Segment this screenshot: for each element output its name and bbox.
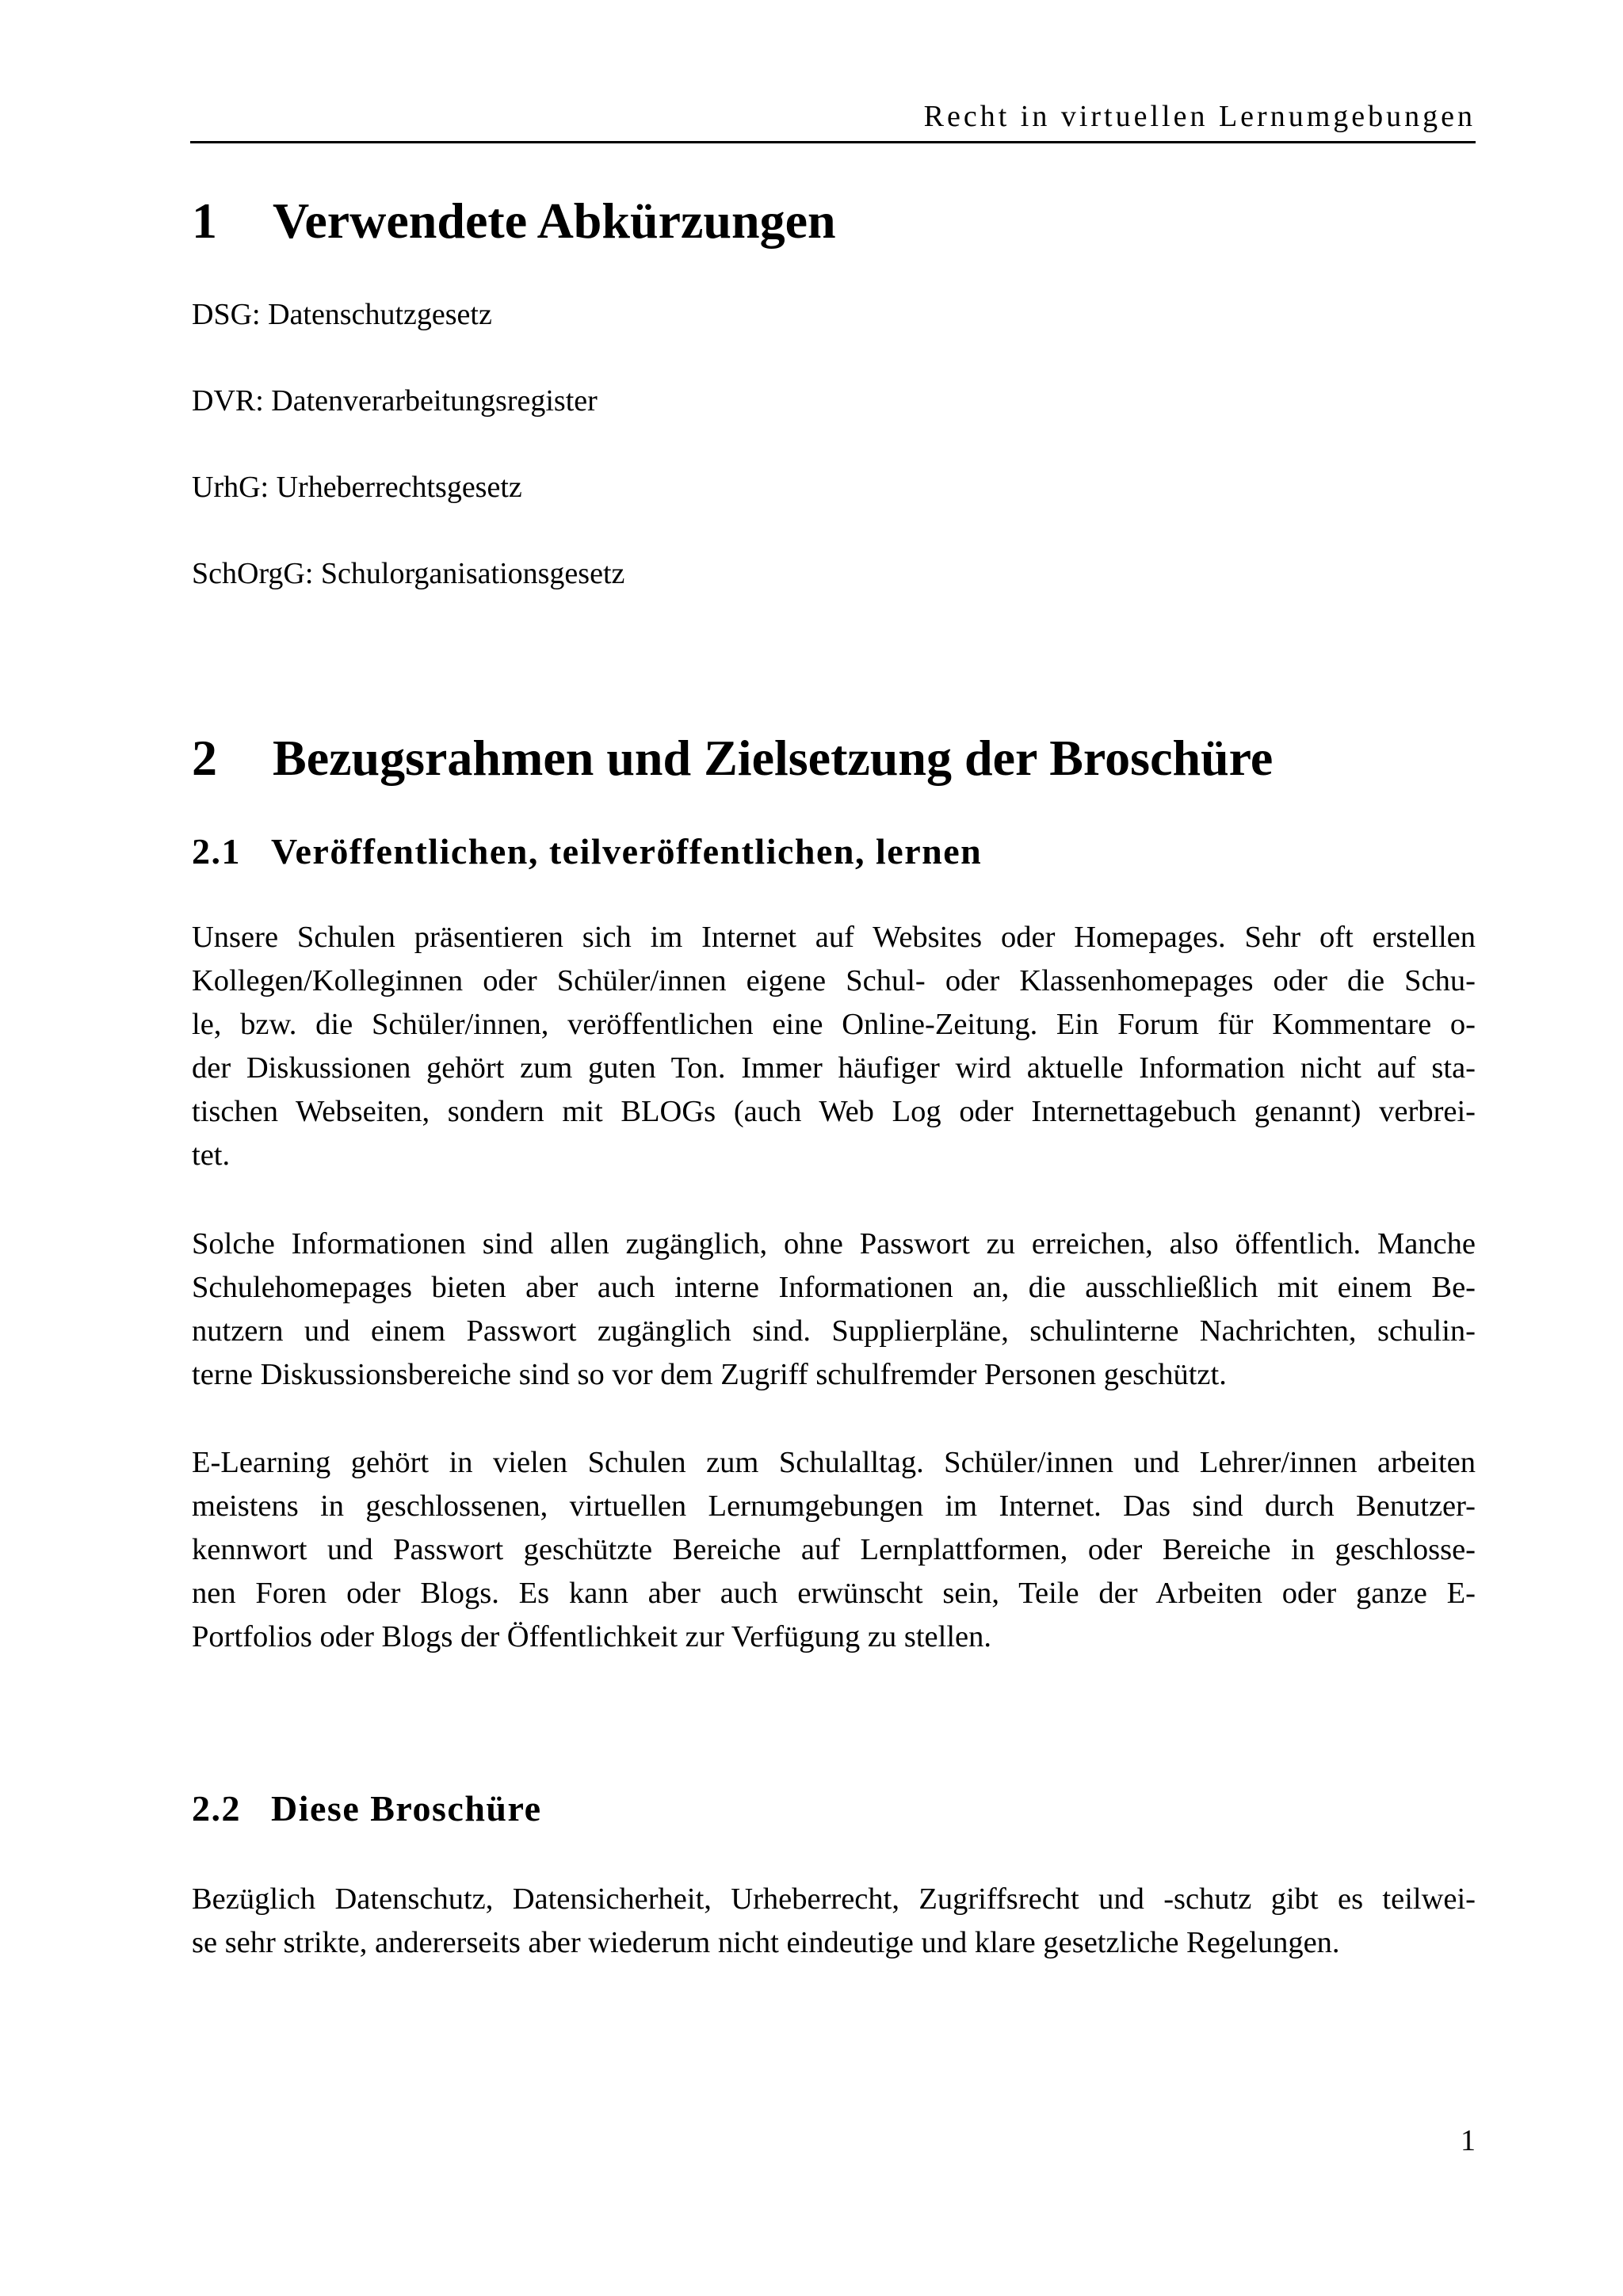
section-number: 2 [192, 730, 217, 786]
section-number: 1 [192, 193, 217, 249]
abbreviation-item: DSG: Datenschutzgesetz [192, 298, 492, 331]
paragraph-line: nen Foren oder Blogs. Es kann aber auch erwünscht sein, Teile der Arbeiten oder ganze E- [192, 1577, 1476, 1610]
section-title: Bezugsrahmen und Zielsetzung der Broschüre [273, 730, 1274, 786]
abbreviation-item: SchOrgG: Schulorganisationsgesetz [192, 557, 625, 590]
abbreviation-item: UrhG: Urheberrechtsgesetz [192, 471, 522, 504]
running-header: Recht in virtuellen Lernumgebungen [923, 100, 1476, 133]
subsection-title: Veröffentlichen, teilveröffentlichen, lernen [271, 831, 983, 871]
paragraph-line: nutzern und einem Passwort zugänglich sind. Supplierpläne, schulinterne Nachrichten, schulin- [192, 1314, 1476, 1348]
page-number: 1 [1461, 2124, 1476, 2157]
paragraph-line: kennwort und Passwort geschützte Bereiche auf Lernplattformen, oder Bereiche in geschlosse- [192, 1533, 1476, 1566]
paragraph-line: meistens in geschlossenen, virtuellen Lernumgebungen im Internet. Das sind durch Benutzer- [192, 1489, 1476, 1523]
paragraph [192, 1878, 1476, 1965]
paragraph-line: tischen Webseiten, sondern mit BLOGs (auch Web Log oder Internettagebuch genannt) verbrei- [192, 1095, 1476, 1128]
paragraph [192, 1222, 1476, 1397]
section-2-heading [192, 730, 1476, 786]
subsection-number: 2.2 [192, 1788, 241, 1829]
paragraph [192, 916, 1476, 1177]
subsection-title: Diese Broschüre [271, 1788, 542, 1829]
paragraph-line: Kollegen/Kolleginnen oder Schüler/innen eigene Schul- oder Klassenhomepages oder die Schu- [192, 964, 1476, 997]
paragraph-line: Bezüglich Datenschutz, Datensicherheit, Urheberrecht, Zugriffsrecht und -schutz gibt es teilwei- [192, 1882, 1476, 1916]
paragraph-line: E-Learning gehört in vielen Schulen zum Schulalltag. Schüler/innen und Lehrer/innen arbeiten [192, 1446, 1476, 1479]
section-1-heading [192, 193, 1476, 249]
paragraph-line: le, bzw. die Schüler/innen, veröffentlichen eine Online-Zeitung. Ein Forum für Kommentare o- [192, 1008, 1476, 1041]
subsection-number: 2.1 [192, 831, 241, 871]
subsection-2-2-heading [192, 1788, 1476, 1829]
paragraph-line: Unsere Schulen präsentieren sich im Internet auf Websites oder Homepages. Sehr oft erstellen [192, 921, 1476, 954]
paragraph-line: Schulehomepages bieten aber auch interne Informationen an, die ausschließlich mit einem Be- [192, 1271, 1476, 1304]
paragraph-line: Solche Informationen sind allen zugänglich, ohne Passwort zu erreichen, also öffentlich. Manche [192, 1227, 1476, 1261]
paragraph-line: tet. [192, 1138, 231, 1172]
paragraph-line: der Diskussionen gehört zum guten Ton. Immer häufiger wird aktuelle Information nicht auf sta- [192, 1051, 1476, 1085]
section-title: Verwendete Abkürzungen [273, 193, 836, 249]
paragraph-line: Portfolios oder Blogs der Öffentlichkeit zur Verfügung zu stellen. [192, 1620, 991, 1653]
subsection-2-1-heading [192, 833, 1476, 870]
paragraph-line: terne Diskussionsbereiche sind so vor dem Zugriff schulfremder Personen geschützt. [192, 1358, 1227, 1391]
header-rule [190, 141, 1476, 143]
abbreviation-item: DVR: Datenverarbeitungsregister [192, 384, 598, 418]
paragraph [192, 1441, 1476, 1659]
paragraph-line: se sehr strikte, andererseits aber wiederum nicht eindeutige und klare gesetzliche Regelungen. [192, 1926, 1340, 1959]
